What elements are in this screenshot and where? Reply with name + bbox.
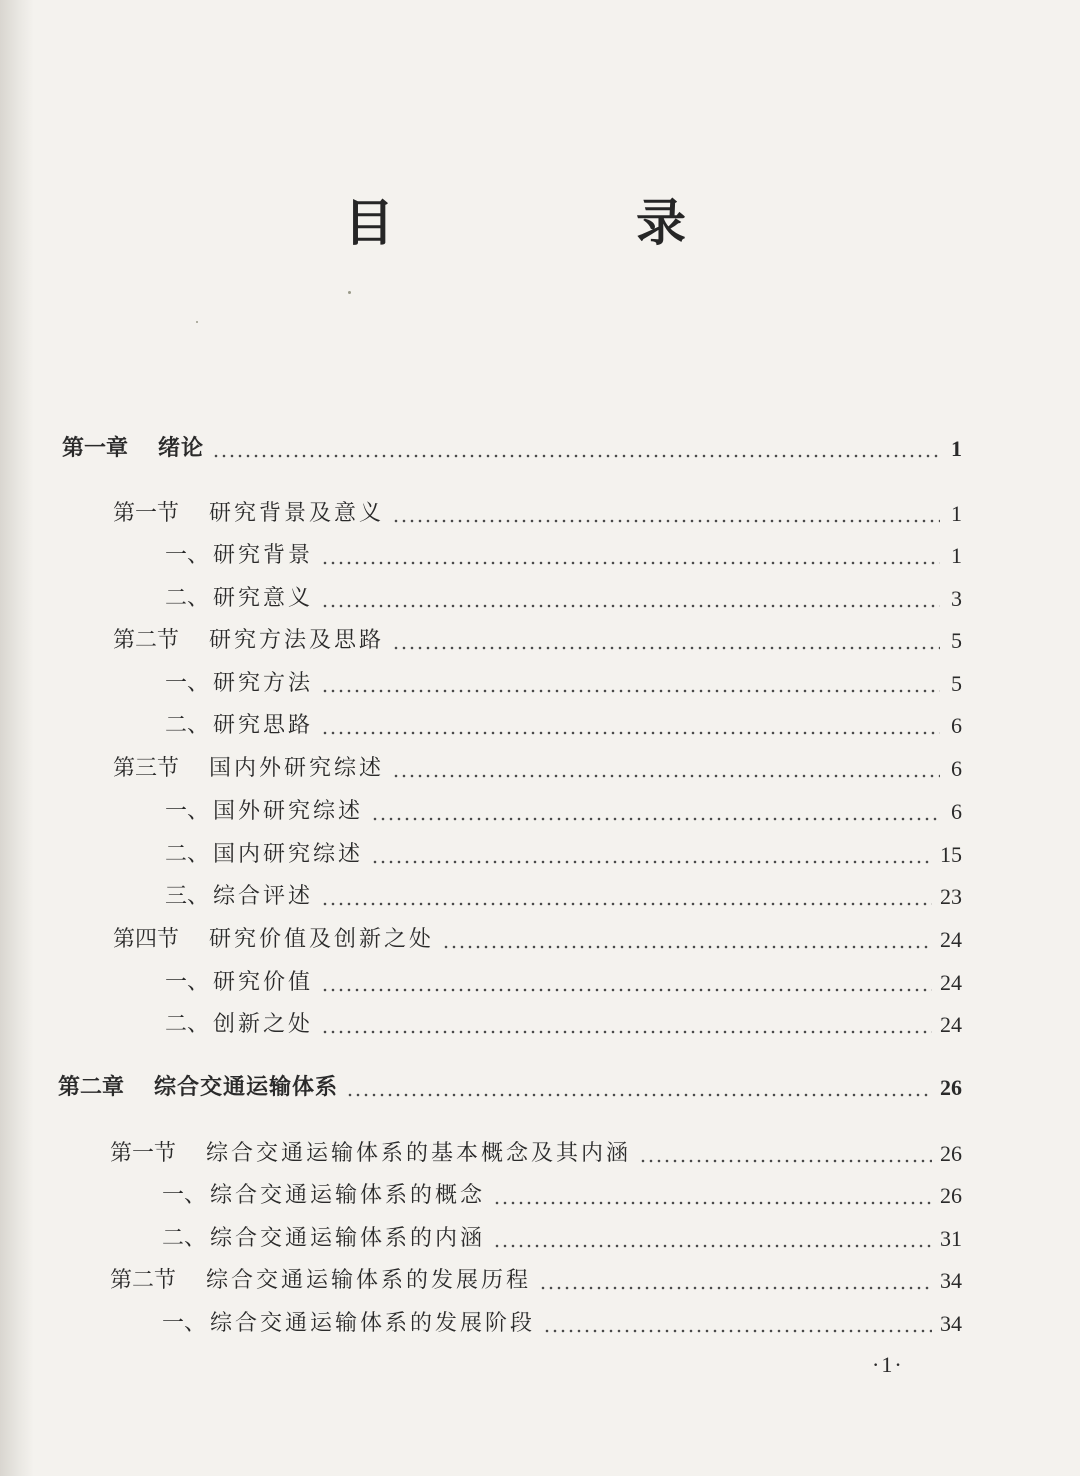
toc-page-number: 34: [940, 1268, 962, 1293]
toc-entry-section: [113, 499, 962, 529]
toc-entry-label: [162, 1309, 535, 1339]
toc-entry-number: 二、: [165, 713, 210, 738]
toc-entry-title: 综合交通运输体系: [154, 1075, 339, 1100]
dot-leader: [493, 1224, 932, 1254]
toc-page-number: 5: [951, 628, 962, 653]
dot-leader: [639, 1139, 932, 1169]
toc-entry-label: [165, 968, 313, 998]
toc-entry-label: [113, 754, 384, 784]
toc-entry-label: [165, 669, 313, 699]
toc-entry-number: 二、: [165, 586, 210, 611]
toc-entry-chapter: [58, 1073, 962, 1103]
toc-entry-number: 第四节: [113, 927, 180, 952]
toc-entry-label: [162, 1181, 485, 1211]
toc-entry-title: 绪论: [158, 436, 205, 461]
dot-leader: [392, 499, 940, 529]
toc-entry-sub: [162, 1224, 962, 1254]
toc-entry-sub: [165, 797, 962, 827]
toc-page-number: 26: [940, 1075, 962, 1100]
toc-page-number: 34: [940, 1311, 962, 1336]
toc-page-number: 15: [940, 842, 962, 867]
toc-entry-title: 研究背景: [213, 543, 314, 568]
toc-entry-sub: [165, 968, 962, 998]
dot-leader: [321, 711, 940, 741]
toc-entry-title: 创新之处: [213, 1012, 314, 1037]
toc-entry-label: [113, 499, 384, 529]
toc-entry-number: 二、: [162, 1226, 207, 1251]
toc-entry-title: 研究思路: [213, 713, 314, 738]
toc-entry-label: [113, 925, 434, 955]
toc-entry-label: [62, 434, 204, 464]
toc-entry-title: 国内外研究综述: [209, 756, 385, 781]
dot-leader: [543, 1309, 932, 1339]
dot-leader: [392, 626, 940, 656]
toc-entry-label: [165, 797, 363, 827]
toc-page-number: 6: [951, 713, 962, 738]
toc-entry-title: 研究背景及意义: [209, 501, 385, 526]
toc-entry-title: 研究价值及创新之处: [209, 927, 435, 952]
toc-page-number: 1: [951, 543, 962, 568]
toc-page-number: 6: [951, 756, 962, 781]
toc-entry-number: 第二节: [113, 628, 180, 653]
toc-entry-title: 综合交通运输体系的发展阶段: [210, 1311, 536, 1336]
toc-entry-label: [165, 541, 313, 571]
toc-entry-title: 研究方法及思路: [209, 628, 385, 653]
dot-leader: [321, 1010, 932, 1040]
toc-entry-number: 第一章: [62, 436, 129, 461]
toc-entry-number: 一、: [165, 671, 210, 696]
toc-entry-number: 一、: [165, 970, 210, 995]
toc-page-number: 3: [951, 586, 962, 611]
toc-entry-label: [165, 1010, 313, 1040]
toc-entry-number: 三、: [165, 884, 210, 909]
toc-entry-number: 二、: [165, 842, 210, 867]
toc-entry-sub: [165, 584, 962, 614]
toc-entry-number: 一、: [165, 543, 210, 568]
toc-entry-label: [165, 584, 313, 614]
dot-leader: [442, 925, 932, 955]
page-number-footer: ·1·: [872, 1352, 904, 1377]
toc-entry-title: 国外研究综述: [213, 799, 364, 824]
toc-entry-number: 二、: [165, 1012, 210, 1037]
toc-entry-title: 综合交通运输体系的基本概念及其内涵: [206, 1141, 632, 1166]
toc-entry-number: 第二章: [58, 1075, 125, 1100]
dot-leader: [321, 968, 932, 998]
dot-leader: [212, 434, 940, 464]
dot-leader: [493, 1181, 932, 1211]
dot-leader: [371, 840, 932, 870]
toc-entry-label: [162, 1224, 485, 1254]
toc-page-number: 24: [940, 970, 962, 995]
dot-leader: [392, 754, 940, 784]
toc-entry-title: 综合交通运输体系的发展历程: [206, 1268, 532, 1293]
toc-entry-number: 第二节: [110, 1268, 177, 1293]
toc-entry-number: 一、: [165, 799, 210, 824]
toc-entry-sub: [165, 669, 962, 699]
toc-entry-sub: [162, 1181, 962, 1211]
toc-entry-section: [113, 754, 962, 784]
toc-entry-label: [113, 626, 384, 656]
dot-leader: [346, 1073, 932, 1103]
toc-page-number: 5: [951, 671, 962, 696]
toc-entry-section: [113, 626, 962, 656]
toc-entry-sub: [165, 541, 962, 571]
toc-entry-title: 综合交通运输体系的内涵: [210, 1226, 486, 1251]
toc-page-number: 23: [940, 884, 962, 909]
dot-leader: [321, 882, 932, 912]
dot-leader: [321, 669, 940, 699]
toc-entry-title: 研究意义: [213, 586, 314, 611]
toc-page-number: 1: [951, 436, 962, 461]
dot-leader: [321, 584, 940, 614]
toc-entry-label: [165, 711, 313, 741]
toc-entry-label: [165, 840, 363, 870]
toc-entry-section: [110, 1139, 962, 1169]
toc-entry-sub: [165, 882, 962, 912]
toc-entry-label: [110, 1266, 531, 1296]
toc-entry-label: [110, 1139, 631, 1169]
toc-page-number: 26: [940, 1141, 962, 1166]
toc-entry-title: 研究价值: [213, 970, 314, 995]
toc-page-number: 26: [940, 1183, 962, 1208]
toc-entry-number: 一、: [162, 1183, 207, 1208]
toc-page-number: 31: [940, 1226, 962, 1251]
toc-entry-section: [113, 925, 962, 955]
toc-entry-sub: [165, 1010, 962, 1040]
toc-entry-section: [110, 1266, 962, 1296]
dot-leader: [539, 1266, 932, 1296]
toc-entry-number: 第一节: [113, 501, 180, 526]
toc-entry-sub: [165, 840, 962, 870]
toc-entry-title: 综合评述: [213, 884, 314, 909]
page-title: 目 录: [344, 193, 782, 252]
dot-leader: [321, 541, 940, 571]
toc-entry-number: 第一节: [110, 1141, 177, 1166]
toc-page-number: 24: [940, 1012, 962, 1037]
toc-entry-sub: [165, 711, 962, 741]
toc-entry-title: 综合交通运输体系的概念: [210, 1183, 486, 1208]
toc-entry-sub: [162, 1309, 962, 1339]
dot-leader: [371, 797, 940, 827]
toc-page-number: 6: [951, 799, 962, 824]
toc-entry-label: [165, 882, 313, 912]
toc-entry-label: [58, 1073, 338, 1103]
toc-entry-number: 一、: [162, 1311, 207, 1336]
toc-entry-title: 国内研究综述: [213, 842, 364, 867]
toc-page-number: 24: [940, 927, 962, 952]
toc-page-number: 1: [951, 501, 962, 526]
toc-entry-title: 研究方法: [213, 671, 314, 696]
toc-entry-number: 第三节: [113, 756, 180, 781]
toc-entry-chapter: [62, 434, 962, 464]
